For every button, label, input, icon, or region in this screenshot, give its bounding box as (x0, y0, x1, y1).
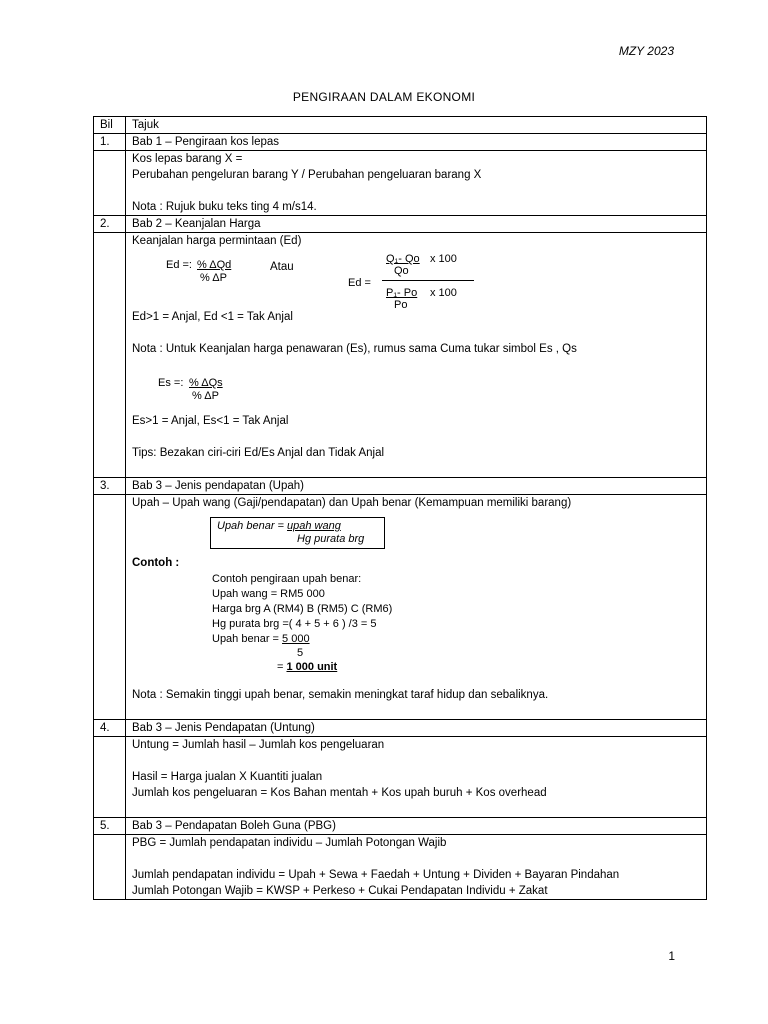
section-body-row (94, 495, 707, 720)
upah-benar-formula-box (210, 517, 385, 549)
section-body (126, 151, 707, 216)
section-title: Bab 3 – Pendapatan Boleh Guna (PBG) (126, 818, 707, 835)
text-line: Jumlah pendapatan individu = Upah + Sewa + Faedah + Untung + Dividen + Bayaran Pindahan (132, 869, 620, 881)
text-line: Upah – Upah wang (Gaji/pendapatan) dan Upah benar (Kemampuan memiliki barang) (132, 497, 572, 509)
empty-cell (94, 151, 126, 216)
column-header-tajuk: Tajuk (126, 117, 707, 134)
es-formula-block (132, 357, 700, 413)
text-line: Nota : Rujuk buku teks ting 4 m/s14. (132, 201, 317, 213)
text-line: Es>1 = Anjal, Es<1 = Tak Anjal (132, 415, 289, 427)
text-line: Ed>1 = Anjal, Ed <1 = Tak Anjal (132, 311, 293, 323)
section-body (126, 835, 707, 900)
section-header-row (94, 478, 707, 495)
ed-alt-x100-top: x 100 (430, 253, 457, 265)
example-line (277, 661, 337, 673)
ed-alt-p-numerator: P₁- Po (386, 287, 418, 299)
es-formula-numerator: % ΔQs (189, 377, 223, 389)
ed-alt-lhs: Ed = (348, 277, 371, 289)
ed-formula-lhs: Ed =: (166, 259, 192, 271)
section-header-row (94, 216, 707, 233)
text-line: Kos lepas barang X = (132, 153, 243, 165)
spacer (132, 703, 700, 719)
text-line: Perubahan pengeluran barang Y / Perubahan pengeluaran barang X (132, 169, 482, 181)
section-header-row (94, 134, 707, 151)
box-denominator: Hg purata brg (297, 533, 365, 545)
page-number: 1 (668, 949, 675, 963)
box-lhs: Upah benar = (217, 520, 288, 532)
spacer (132, 461, 700, 477)
document-title: PENGIRAAN DALAM EKONOMI (292, 90, 476, 104)
spacer (132, 801, 700, 817)
column-header-bil: Bil (94, 117, 126, 134)
ed-formula-denominator: % ΔP (200, 272, 227, 284)
ed-alt-q-numerator: Q₁- Qo (386, 253, 420, 265)
upah-benar-block (132, 511, 700, 687)
text-line: Nota : Semakin tinggi upah benar, semakin meningkat taraf hidup dan sebaliknya. (132, 689, 549, 701)
section-title: Bab 2 – Keanjalan Harga (126, 216, 707, 233)
spacer (132, 183, 700, 199)
spacer (132, 429, 700, 445)
text-line: Tips: Bezakan ciri-ciri Ed/Es Anjal dan Tidak Anjal (132, 447, 385, 459)
section-body-row (94, 151, 707, 216)
section-title: Bab 1 – Pengiraan kos lepas (126, 134, 707, 151)
section-number: 5. (94, 818, 126, 835)
example-line: Contoh pengiraan upah benar: (212, 573, 362, 585)
upah-benar-box (210, 517, 385, 549)
section-body (126, 737, 707, 818)
contoh-label: Contoh : (132, 557, 180, 569)
atau-label: Atau (270, 261, 294, 273)
empty-cell (94, 233, 126, 478)
example-line: Harga brg A (RM4) B (RM5) C (RM6) (212, 603, 393, 615)
text-line: PBG = Jumlah pendapatan individu – Jumlah Potongan Wajib (132, 837, 447, 849)
text-line: Hasil = Harga jualan X Kuantiti jualan (132, 771, 323, 783)
section-number: 4. (94, 720, 126, 737)
example-line (212, 633, 310, 645)
spacer (132, 325, 700, 341)
section-number: 2. (94, 216, 126, 233)
section-title: Bab 3 – Jenis Pendapatan (Untung) (126, 720, 707, 737)
example-result: 1 000 unit (286, 661, 338, 673)
section-number: 3. (94, 478, 126, 495)
text-line: Jumlah Potongan Wajib = KWSP + Perkeso + Cukai Pendapatan Individu + Zakat (132, 885, 548, 897)
section-body-row (94, 835, 707, 900)
box-numerator: upah wang (287, 520, 341, 532)
formula-table (93, 116, 707, 900)
section-body (126, 233, 707, 478)
section-number: 1. (94, 134, 126, 151)
example-line: Upah wang = RM5 000 (212, 588, 325, 600)
es-formula-denominator: % ΔP (192, 390, 219, 402)
example-lhs: Upah benar = (212, 633, 283, 645)
text-line: Untung = Jumlah hasil – Jumlah kos pengeluaran (132, 739, 385, 751)
example-equals: = (277, 661, 287, 673)
section-body (126, 495, 707, 720)
section-header-row (94, 818, 707, 835)
empty-cell (94, 495, 126, 720)
ed-formula-numerator: % ΔQd (197, 259, 232, 271)
example-denominator: 5 (297, 647, 304, 659)
spacer (132, 851, 700, 867)
text-line: Jumlah kos pengeluaran = Kos Bahan mentah + Kos upah buruh + Kos overhead (132, 787, 547, 799)
section-body-row (94, 233, 707, 478)
empty-cell (94, 737, 126, 818)
empty-cell (94, 835, 126, 900)
ed-alt-p-denominator: Po (394, 299, 408, 311)
section-title: Bab 3 – Jenis pendapatan (Upah) (126, 478, 707, 495)
ed-formula-block (132, 249, 700, 309)
example-line: Hg purata brg =( 4 + 5 + 6 ) /3 = 5 (212, 618, 377, 630)
text-line: Nota : Untuk Keanjalan harga penawaran (Es), rumus sama Cuma tukar simbol Es , Qs (132, 343, 577, 355)
ed-alt-x100-bottom: x 100 (430, 287, 457, 299)
section-header-row (94, 720, 707, 737)
header-author-year: MZY 2023 (618, 44, 674, 58)
example-numerator: 5 000 (282, 633, 310, 645)
ed-alt-q-denominator: Qo (394, 265, 409, 277)
section-body-row (94, 737, 707, 818)
spacer (132, 753, 700, 769)
fraction-line (382, 280, 474, 281)
es-formula-lhs: Es =: (158, 377, 184, 389)
table-header-row (94, 117, 707, 134)
text-line: Keanjalan harga permintaan (Ed) (132, 235, 302, 247)
